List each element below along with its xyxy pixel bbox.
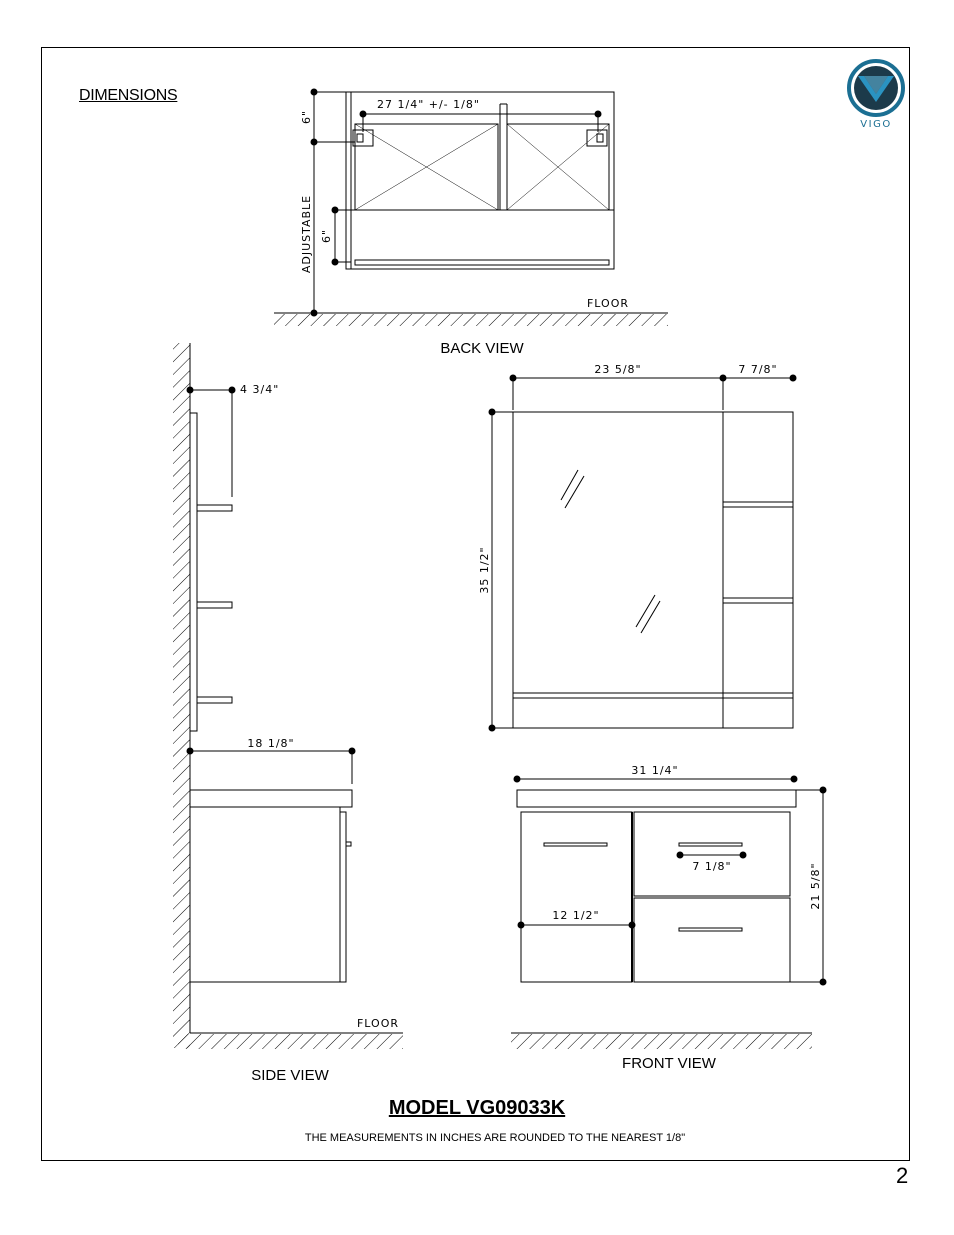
- mirror-cabinet: [492, 378, 793, 728]
- footnote: THE MEASUREMENTS IN INCHES ARE ROUNDED TO THE NEAREST 1/8": [304, 1132, 686, 1144]
- section-title: DIMENSIONS: [79, 87, 178, 104]
- vanity-depth-dim: 18 1/8": [247, 737, 295, 750]
- back-view-label: BACK VIEW: [440, 340, 524, 357]
- mirror-width-dim: 23 5/8": [594, 363, 642, 376]
- mirror-depth-dim: 4 3/4": [240, 383, 280, 396]
- model-title-text: MODEL VG09033K: [388, 1097, 566, 1119]
- mirror-height-dim: 35 1/2": [478, 546, 491, 594]
- vigo-logo: [849, 61, 903, 130]
- adjustable-label: ADJUSTABLE: [300, 194, 313, 274]
- side-view-label: SIDE VIEW: [251, 1067, 329, 1084]
- model-title: [0, 1097, 954, 1120]
- back-floor-label: FLOOR: [586, 297, 630, 310]
- back-width-dim: 27 1/4" +/- 1/8": [377, 98, 480, 111]
- back-top-dim: 6": [300, 109, 313, 125]
- side-floor-label: FLOOR: [356, 1017, 400, 1030]
- side-view: [190, 390, 352, 982]
- back-adjust-dim: 6": [320, 228, 333, 244]
- page-number: 2: [896, 1163, 909, 1188]
- front-view-label: FRONT VIEW: [622, 1055, 716, 1072]
- door-width-dim: 12 1/2": [552, 909, 600, 922]
- shelf-width-dim: 7 7/8": [738, 363, 778, 376]
- back-view: [314, 92, 614, 313]
- vigo-logo-text: VIGO: [860, 119, 892, 130]
- front-height-dim: 21 5/8": [809, 862, 822, 910]
- front-width-dim: 31 1/4": [631, 764, 679, 777]
- handle-width-dim: 7 1/8": [692, 860, 732, 873]
- front-view: [517, 779, 823, 982]
